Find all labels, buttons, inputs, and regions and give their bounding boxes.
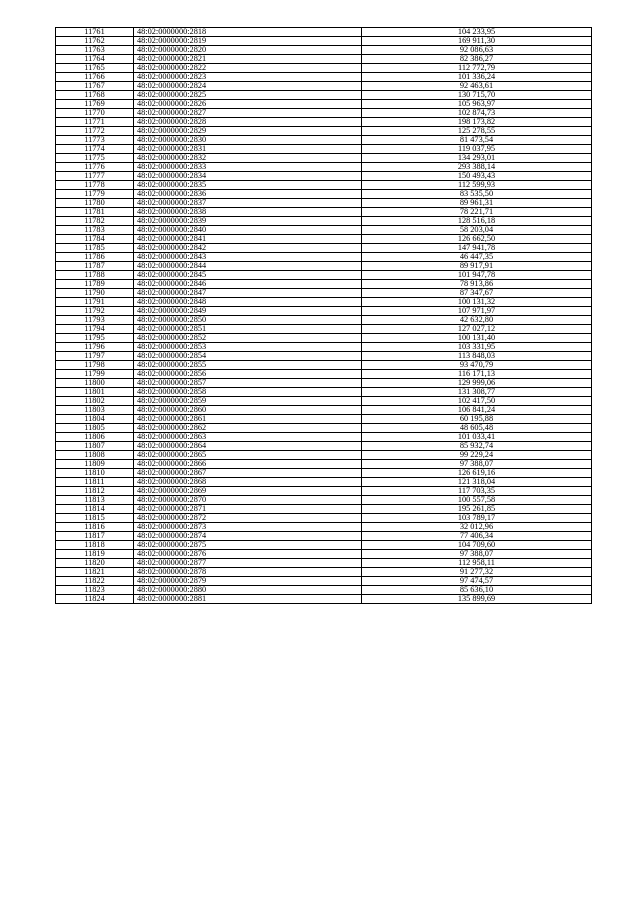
table-row [56,145,592,154]
row-number-cell: 11785 [56,244,134,253]
table-row [56,172,592,181]
cadastral-number-cell: 48:02:0000000:2840 [134,226,362,235]
cadastral-number-cell: 48:02:0000000:2831 [134,145,362,154]
cadastral-number-cell: 48:02:0000000:2832 [134,154,362,163]
row-number-cell: 11761 [56,28,134,37]
table-row [56,154,592,163]
cadastral-value-cell: 195 261,85 [362,505,592,514]
row-number-cell: 11786 [56,253,134,262]
table-row [56,46,592,55]
table-row [56,82,592,91]
table-row [56,280,592,289]
cadastral-value-cell: 77 406,34 [362,532,592,541]
row-number-cell: 11822 [56,577,134,586]
table-row [56,136,592,145]
cadastral-value-cell: 119 037,95 [362,145,592,154]
cadastral-number-cell: 48:02:0000000:2830 [134,136,362,145]
table-row [56,253,592,262]
table-row [56,271,592,280]
row-number-cell: 11796 [56,343,134,352]
cadastral-number-cell: 48:02:0000000:2818 [134,28,362,37]
table-row [56,208,592,217]
table-row [56,109,592,118]
table-row [56,433,592,442]
table-row [56,595,592,604]
cadastral-number-cell: 48:02:0000000:2869 [134,487,362,496]
table-row [56,532,592,541]
cadastral-value-cell: 130 715,70 [362,91,592,100]
cadastral-value-cell: 103 331,95 [362,343,592,352]
cadastral-number-cell: 48:02:0000000:2874 [134,532,362,541]
table-row [56,352,592,361]
table-row [56,379,592,388]
row-number-cell: 11813 [56,496,134,505]
cadastral-number-cell: 48:02:0000000:2867 [134,469,362,478]
cadastral-number-cell: 48:02:0000000:2827 [134,109,362,118]
table-row [56,91,592,100]
cadastral-value-cell: 97 474,57 [362,577,592,586]
cadastral-value-cell: 127 027,12 [362,325,592,334]
cadastral-value-cell: 97 388,07 [362,550,592,559]
table-row [56,235,592,244]
cadastral-value-cell: 121 318,04 [362,478,592,487]
cadastral-value-cell: 102 417,50 [362,397,592,406]
cadastral-number-cell: 48:02:0000000:2847 [134,289,362,298]
row-number-cell: 11795 [56,334,134,343]
cadastral-value-cell: 89 961,31 [362,199,592,208]
cadastral-value-cell: 58 203,04 [362,226,592,235]
table-row [56,199,592,208]
table-row [56,73,592,82]
row-number-cell: 11773 [56,136,134,145]
row-number-cell: 11788 [56,271,134,280]
table-row [56,100,592,109]
cadastral-value-cell: 113 848,03 [362,352,592,361]
cadastral-value-cell: 134 293,01 [362,154,592,163]
row-number-cell: 11814 [56,505,134,514]
row-number-cell: 11777 [56,172,134,181]
row-number-cell: 11772 [56,127,134,136]
cadastral-number-cell: 48:02:0000000:2877 [134,559,362,568]
row-number-cell: 11779 [56,190,134,199]
table-row [56,541,592,550]
cadastral-value-cell: 85 932,74 [362,442,592,451]
table-row [56,523,592,532]
cadastral-value-cell: 89 917,91 [362,262,592,271]
row-number-cell: 11821 [56,568,134,577]
table-row [56,568,592,577]
row-number-cell: 11800 [56,379,134,388]
cadastral-value-cell: 85 636,10 [362,586,592,595]
table-row [56,451,592,460]
cadastral-number-cell: 48:02:0000000:2822 [134,64,362,73]
cadastral-number-cell: 48:02:0000000:2861 [134,415,362,424]
cadastral-value-cell: 87 347,67 [362,289,592,298]
table-row [56,163,592,172]
cadastral-value-cell: 126 662,50 [362,235,592,244]
cadastral-number-cell: 48:02:0000000:2859 [134,397,362,406]
row-number-cell: 11780 [56,199,134,208]
row-number-cell: 11811 [56,478,134,487]
row-number-cell: 11819 [56,550,134,559]
row-number-cell: 11783 [56,226,134,235]
table-row [56,226,592,235]
row-number-cell: 11804 [56,415,134,424]
table-row [56,127,592,136]
row-number-cell: 11791 [56,298,134,307]
cadastral-value-cell: 135 899,69 [362,595,592,604]
row-number-cell: 11775 [56,154,134,163]
row-number-cell: 11793 [56,316,134,325]
table-row [56,505,592,514]
cadastral-value-cell: 100 131,40 [362,334,592,343]
cadastral-value-cell: 83 535,50 [362,190,592,199]
cadastral-value-cell: 104 709,60 [362,541,592,550]
row-number-cell: 11778 [56,181,134,190]
table-row [56,406,592,415]
cadastral-number-cell: 48:02:0000000:2878 [134,568,362,577]
table-row [56,298,592,307]
row-number-cell: 11815 [56,514,134,523]
row-number-cell: 11784 [56,235,134,244]
table-row [56,28,592,37]
table-row [56,118,592,127]
row-number-cell: 11806 [56,433,134,442]
row-number-cell: 11774 [56,145,134,154]
cadastral-value-cell: 147 941,78 [362,244,592,253]
cadastral-value-cell: 169 911,30 [362,37,592,46]
cadastral-number-cell: 48:02:0000000:2846 [134,280,362,289]
cadastral-number-cell: 48:02:0000000:2848 [134,298,362,307]
cadastral-value-cell: 198 173,82 [362,118,592,127]
row-number-cell: 11771 [56,118,134,127]
table-row [56,64,592,73]
cadastral-value-cell: 128 516,18 [362,217,592,226]
row-number-cell: 11787 [56,262,134,271]
cadastral-value-cell: 116 171,13 [362,370,592,379]
cadastral-value-cell: 48 605,48 [362,424,592,433]
table-row [56,289,592,298]
row-number-cell: 11820 [56,559,134,568]
cadastral-value-cell: 100 557,58 [362,496,592,505]
cadastral-number-cell: 48:02:0000000:2866 [134,460,362,469]
row-number-cell: 11812 [56,487,134,496]
cadastral-number-cell: 48:02:0000000:2870 [134,496,362,505]
row-number-cell: 11776 [56,163,134,172]
row-number-cell: 11809 [56,460,134,469]
cadastral-number-cell: 48:02:0000000:2837 [134,199,362,208]
cadastral-value-cell: 112 599,93 [362,181,592,190]
cadastral-number-cell: 48:02:0000000:2851 [134,325,362,334]
cadastral-number-cell: 48:02:0000000:2839 [134,217,362,226]
row-number-cell: 11824 [56,595,134,604]
table-row [56,325,592,334]
cadastral-value-cell: 46 447,35 [362,253,592,262]
cadastral-value-cell: 101 947,78 [362,271,592,280]
row-number-cell: 11763 [56,46,134,55]
table-row [56,559,592,568]
table-row [56,37,592,46]
row-number-cell: 11790 [56,289,134,298]
row-number-cell: 11805 [56,424,134,433]
row-number-cell: 11765 [56,64,134,73]
cadastral-number-cell: 48:02:0000000:2820 [134,46,362,55]
cadastral-number-cell: 48:02:0000000:2879 [134,577,362,586]
table-row [56,577,592,586]
table-row [56,496,592,505]
cadastral-value-cell: 78 913,86 [362,280,592,289]
cadastral-value-cell: 91 277,32 [362,568,592,577]
table-row [56,550,592,559]
cadastral-value-cell: 112 958,11 [362,559,592,568]
cadastral-number-cell: 48:02:0000000:2825 [134,91,362,100]
row-number-cell: 11816 [56,523,134,532]
cadastral-number-cell: 48:02:0000000:2842 [134,244,362,253]
cadastral-number-cell: 48:02:0000000:2849 [134,307,362,316]
cadastral-value-cell: 106 841,24 [362,406,592,415]
row-number-cell: 11807 [56,442,134,451]
table-row [56,469,592,478]
cadastral-number-cell: 48:02:0000000:2857 [134,379,362,388]
cadastral-value-table [55,27,592,604]
table-row [56,424,592,433]
cadastral-number-cell: 48:02:0000000:2880 [134,586,362,595]
cadastral-value-cell: 100 131,32 [362,298,592,307]
row-number-cell: 11768 [56,91,134,100]
cadastral-number-cell: 48:02:0000000:2876 [134,550,362,559]
cadastral-value-cell: 92 086,63 [362,46,592,55]
row-number-cell: 11823 [56,586,134,595]
cadastral-value-cell: 150 493,43 [362,172,592,181]
cadastral-number-cell: 48:02:0000000:2854 [134,352,362,361]
cadastral-number-cell: 48:02:0000000:2835 [134,181,362,190]
table-row [56,586,592,595]
row-number-cell: 11764 [56,55,134,64]
row-number-cell: 11803 [56,406,134,415]
cadastral-number-cell: 48:02:0000000:2824 [134,82,362,91]
row-number-cell: 11770 [56,109,134,118]
row-number-cell: 11818 [56,541,134,550]
table-row [56,334,592,343]
cadastral-value-cell: 82 386,27 [362,55,592,64]
table-row [56,514,592,523]
cadastral-number-cell: 48:02:0000000:2852 [134,334,362,343]
cadastral-value-cell: 107 971,97 [362,307,592,316]
row-number-cell: 11808 [56,451,134,460]
cadastral-value-cell: 42 632,80 [362,316,592,325]
cadastral-number-cell: 48:02:0000000:2821 [134,55,362,64]
cadastral-value-cell: 102 874,73 [362,109,592,118]
cadastral-value-cell: 97 388,07 [362,460,592,469]
cadastral-value-cell: 32 012,96 [362,523,592,532]
cadastral-value-cell: 60 195,88 [362,415,592,424]
table-row [56,181,592,190]
table-row [56,217,592,226]
cadastral-value-cell: 112 772,79 [362,64,592,73]
cadastral-value-cell: 131 308,77 [362,388,592,397]
row-number-cell: 11801 [56,388,134,397]
cadastral-value-cell: 99 229,24 [362,451,592,460]
row-number-cell: 11798 [56,361,134,370]
cadastral-value-cell: 101 336,24 [362,73,592,82]
cadastral-value-cell: 92 463,61 [362,82,592,91]
cadastral-number-cell: 48:02:0000000:2841 [134,235,362,244]
cadastral-number-cell: 48:02:0000000:2868 [134,478,362,487]
table-row [56,478,592,487]
cadastral-value-cell: 105 963,97 [362,100,592,109]
table-row [56,262,592,271]
table-row [56,55,592,64]
cadastral-number-cell: 48:02:0000000:2872 [134,514,362,523]
cadastral-number-cell: 48:02:0000000:2838 [134,208,362,217]
cadastral-value-cell: 103 789,17 [362,514,592,523]
row-number-cell: 11766 [56,73,134,82]
cadastral-value-cell: 101 033,41 [362,433,592,442]
cadastral-number-cell: 48:02:0000000:2881 [134,595,362,604]
cadastral-number-cell: 48:02:0000000:2865 [134,451,362,460]
table-body [56,28,592,604]
table-row [56,316,592,325]
row-number-cell: 11781 [56,208,134,217]
cadastral-number-cell: 48:02:0000000:2828 [134,118,362,127]
cadastral-value-cell: 126 619,16 [362,469,592,478]
cadastral-number-cell: 48:02:0000000:2864 [134,442,362,451]
cadastral-number-cell: 48:02:0000000:2833 [134,163,362,172]
table-row [56,244,592,253]
cadastral-number-cell: 48:02:0000000:2834 [134,172,362,181]
cadastral-number-cell: 48:02:0000000:2850 [134,316,362,325]
table-row [56,487,592,496]
cadastral-number-cell: 48:02:0000000:2856 [134,370,362,379]
table-row [56,397,592,406]
cadastral-number-cell: 48:02:0000000:2829 [134,127,362,136]
cadastral-number-cell: 48:02:0000000:2843 [134,253,362,262]
row-number-cell: 11767 [56,82,134,91]
cadastral-number-cell: 48:02:0000000:2845 [134,271,362,280]
cadastral-number-cell: 48:02:0000000:2871 [134,505,362,514]
cadastral-number-cell: 48:02:0000000:2855 [134,361,362,370]
cadastral-value-cell: 129 999,06 [362,379,592,388]
row-number-cell: 11762 [56,37,134,46]
table-row [56,343,592,352]
row-number-cell: 11802 [56,397,134,406]
row-number-cell: 11789 [56,280,134,289]
row-number-cell: 11792 [56,307,134,316]
row-number-cell: 11810 [56,469,134,478]
cadastral-value-cell: 293 388,14 [362,163,592,172]
cadastral-number-cell: 48:02:0000000:2823 [134,73,362,82]
cadastral-number-cell: 48:02:0000000:2858 [134,388,362,397]
table-row [56,442,592,451]
cadastral-number-cell: 48:02:0000000:2862 [134,424,362,433]
cadastral-number-cell: 48:02:0000000:2844 [134,262,362,271]
row-number-cell: 11794 [56,325,134,334]
row-number-cell: 11799 [56,370,134,379]
cadastral-number-cell: 48:02:0000000:2875 [134,541,362,550]
cadastral-value-cell: 125 278,55 [362,127,592,136]
cadastral-number-cell: 48:02:0000000:2836 [134,190,362,199]
cadastral-number-cell: 48:02:0000000:2860 [134,406,362,415]
row-number-cell: 11769 [56,100,134,109]
cadastral-number-cell: 48:02:0000000:2853 [134,343,362,352]
cadastral-value-cell: 104 233,95 [362,28,592,37]
cadastral-value-cell: 93 470,79 [362,361,592,370]
table-row [56,415,592,424]
cadastral-value-cell: 78 221,71 [362,208,592,217]
table-row [56,370,592,379]
cadastral-number-cell: 48:02:0000000:2863 [134,433,362,442]
cadastral-value-cell: 117 703,35 [362,487,592,496]
table-row [56,460,592,469]
row-number-cell: 11817 [56,532,134,541]
cadastral-number-cell: 48:02:0000000:2819 [134,37,362,46]
row-number-cell: 11782 [56,217,134,226]
cadastral-number-cell: 48:02:0000000:2873 [134,523,362,532]
cadastral-value-cell: 81 473,54 [362,136,592,145]
table-row [56,388,592,397]
row-number-cell: 11797 [56,352,134,361]
table-row [56,361,592,370]
table-row [56,307,592,316]
cadastral-number-cell: 48:02:0000000:2826 [134,100,362,109]
table-row [56,190,592,199]
